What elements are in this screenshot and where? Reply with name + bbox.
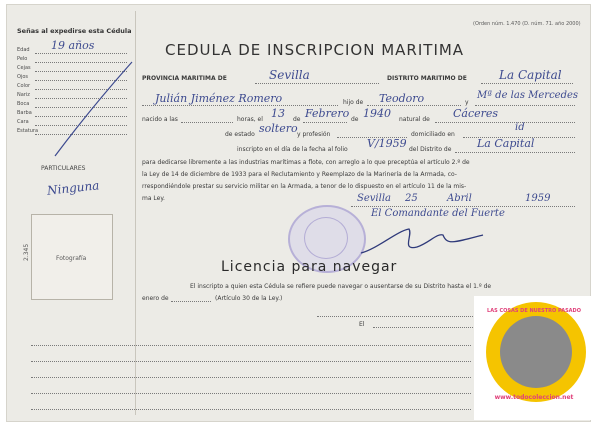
del-distrito-label: del Distrito de [409,146,452,153]
signature [357,225,487,259]
date-day-value: 25 [405,193,418,204]
year-value: 1940 [363,107,391,120]
date-year-value: 1959 [525,193,551,204]
distrito-label: DISTRITO MARITIMO DE [387,75,467,82]
field-label: Barba [17,110,32,116]
provincia-value: Sevilla [269,68,310,82]
blank-line-2 [31,361,471,362]
body-line-2: la Ley de 14 de diciembre de 1933 para el Reclutamiento y Reemplazo de la Marinería de la Armada, co- [142,171,457,178]
distrito-value: La Capital [499,68,562,82]
distrito2-value: La Capital [477,137,535,150]
field-label: Pelo [17,56,28,62]
blank-line-1 [31,345,471,346]
licencia-line-3: (Artículo 30 de la Ley.) [215,295,283,302]
particulares-label: PARTICULARES [41,165,86,172]
body-line-1: para dedicarse libremente a las industrias marítimas a flote, con arreglo a lo que preceptúa el artículo 2.º de [142,159,470,166]
signature-role-value: El Comandante del Fuerte [371,208,505,219]
watermark-ring [486,302,586,402]
domicilio-label: domiciliado en [411,131,455,138]
natural-line [435,122,575,123]
domicilio-value: id [515,122,525,133]
field-value: 19 años [51,39,95,52]
top-right-note: (Orden núm. 1.470 (D. núm. 71. año 2000) [473,21,581,27]
month-value: Febrero [305,107,350,120]
distrito2-line [455,152,575,153]
footer-label: El [359,321,365,328]
name-line [142,105,338,106]
mother-value: Mª de las Mercedes [477,90,579,101]
y-label: y [465,99,469,106]
panel-header: Señas al expedirse esta Cédula [17,27,132,35]
particulares-value: Ninguna [46,178,100,198]
year-sep: de [351,116,359,123]
month-line [303,122,347,123]
de-label: de [293,116,301,123]
footer-line-2 [373,327,477,328]
name-value: Julián Jiménez Romero [155,92,283,105]
document-title: CEDULA DE INSCRIPCION MARITIMA [165,41,465,59]
body-line-3: rrespondiéndole prestar su servicio militar en la Armada, a tenor de lo dispuesto en el artículo 11 de la mis- [142,183,467,190]
licencia-line-2: enero de [142,295,169,302]
profesion-label: y profesión [297,131,331,138]
field-label: Cejas [17,65,31,71]
date-place-value: Sevilla [357,193,391,204]
natural-value: Cáceres [453,107,499,120]
licencia-title: Licencia para navegar [221,259,398,275]
blank-line-5 [31,409,471,410]
date-month-value: Abril [447,193,472,204]
day-value: 13 [271,107,285,120]
inscripto-label: inscripto en el día de la fecha al folio [237,146,348,153]
field-label: Edad [17,47,30,53]
natural-label: natural de [399,116,430,123]
photo-box [31,214,113,300]
hour-line [181,122,233,123]
body-line-4: ma Ley. [142,195,165,202]
provincia-label: PROVINCIA MARITIMA DE [142,75,227,82]
distrito-line [481,83,573,84]
hijo-label: hijo de [343,99,364,106]
provincia-line [255,83,379,84]
watermark-emblem [500,316,572,388]
licencia-line-1: El inscripto a quien esta Cédula se refiere puede navegar o ausentarse de su Distrito hasta el 1.º de [190,283,492,290]
estado-label: de estado [225,131,255,138]
field-label: Ojos [17,74,28,80]
footer-line-1 [317,316,477,317]
side-code: 2.345 [23,243,30,261]
estado-value: soltero [259,122,298,135]
field-label: Estatura [17,128,39,134]
father-line [367,105,461,106]
watermark-top-text: LAS COSAS DE NUESTRO PASADO [487,308,581,314]
folio-value: V/1959 [367,137,407,150]
watermark-logo [474,296,594,420]
cross-out-stroke [47,60,137,160]
field-line [35,53,127,54]
field-label: Nariz [17,92,30,98]
watermark-bottom-text: www.todocoleccion.net [494,394,574,401]
nacido-label: nacido a las [142,116,178,123]
blank-line-3 [31,377,471,378]
field-label: Color [17,83,31,89]
photo-label: Fotografía [56,255,87,262]
date-line [351,206,575,207]
licencia-year-line [171,301,211,302]
father-value: Teodoro [379,92,425,105]
horas-label: horas, el [237,116,263,123]
blank-line-4 [31,393,471,394]
field-label: Cara [17,119,29,125]
mother-line [475,105,575,106]
field-label: Boca [17,101,30,107]
